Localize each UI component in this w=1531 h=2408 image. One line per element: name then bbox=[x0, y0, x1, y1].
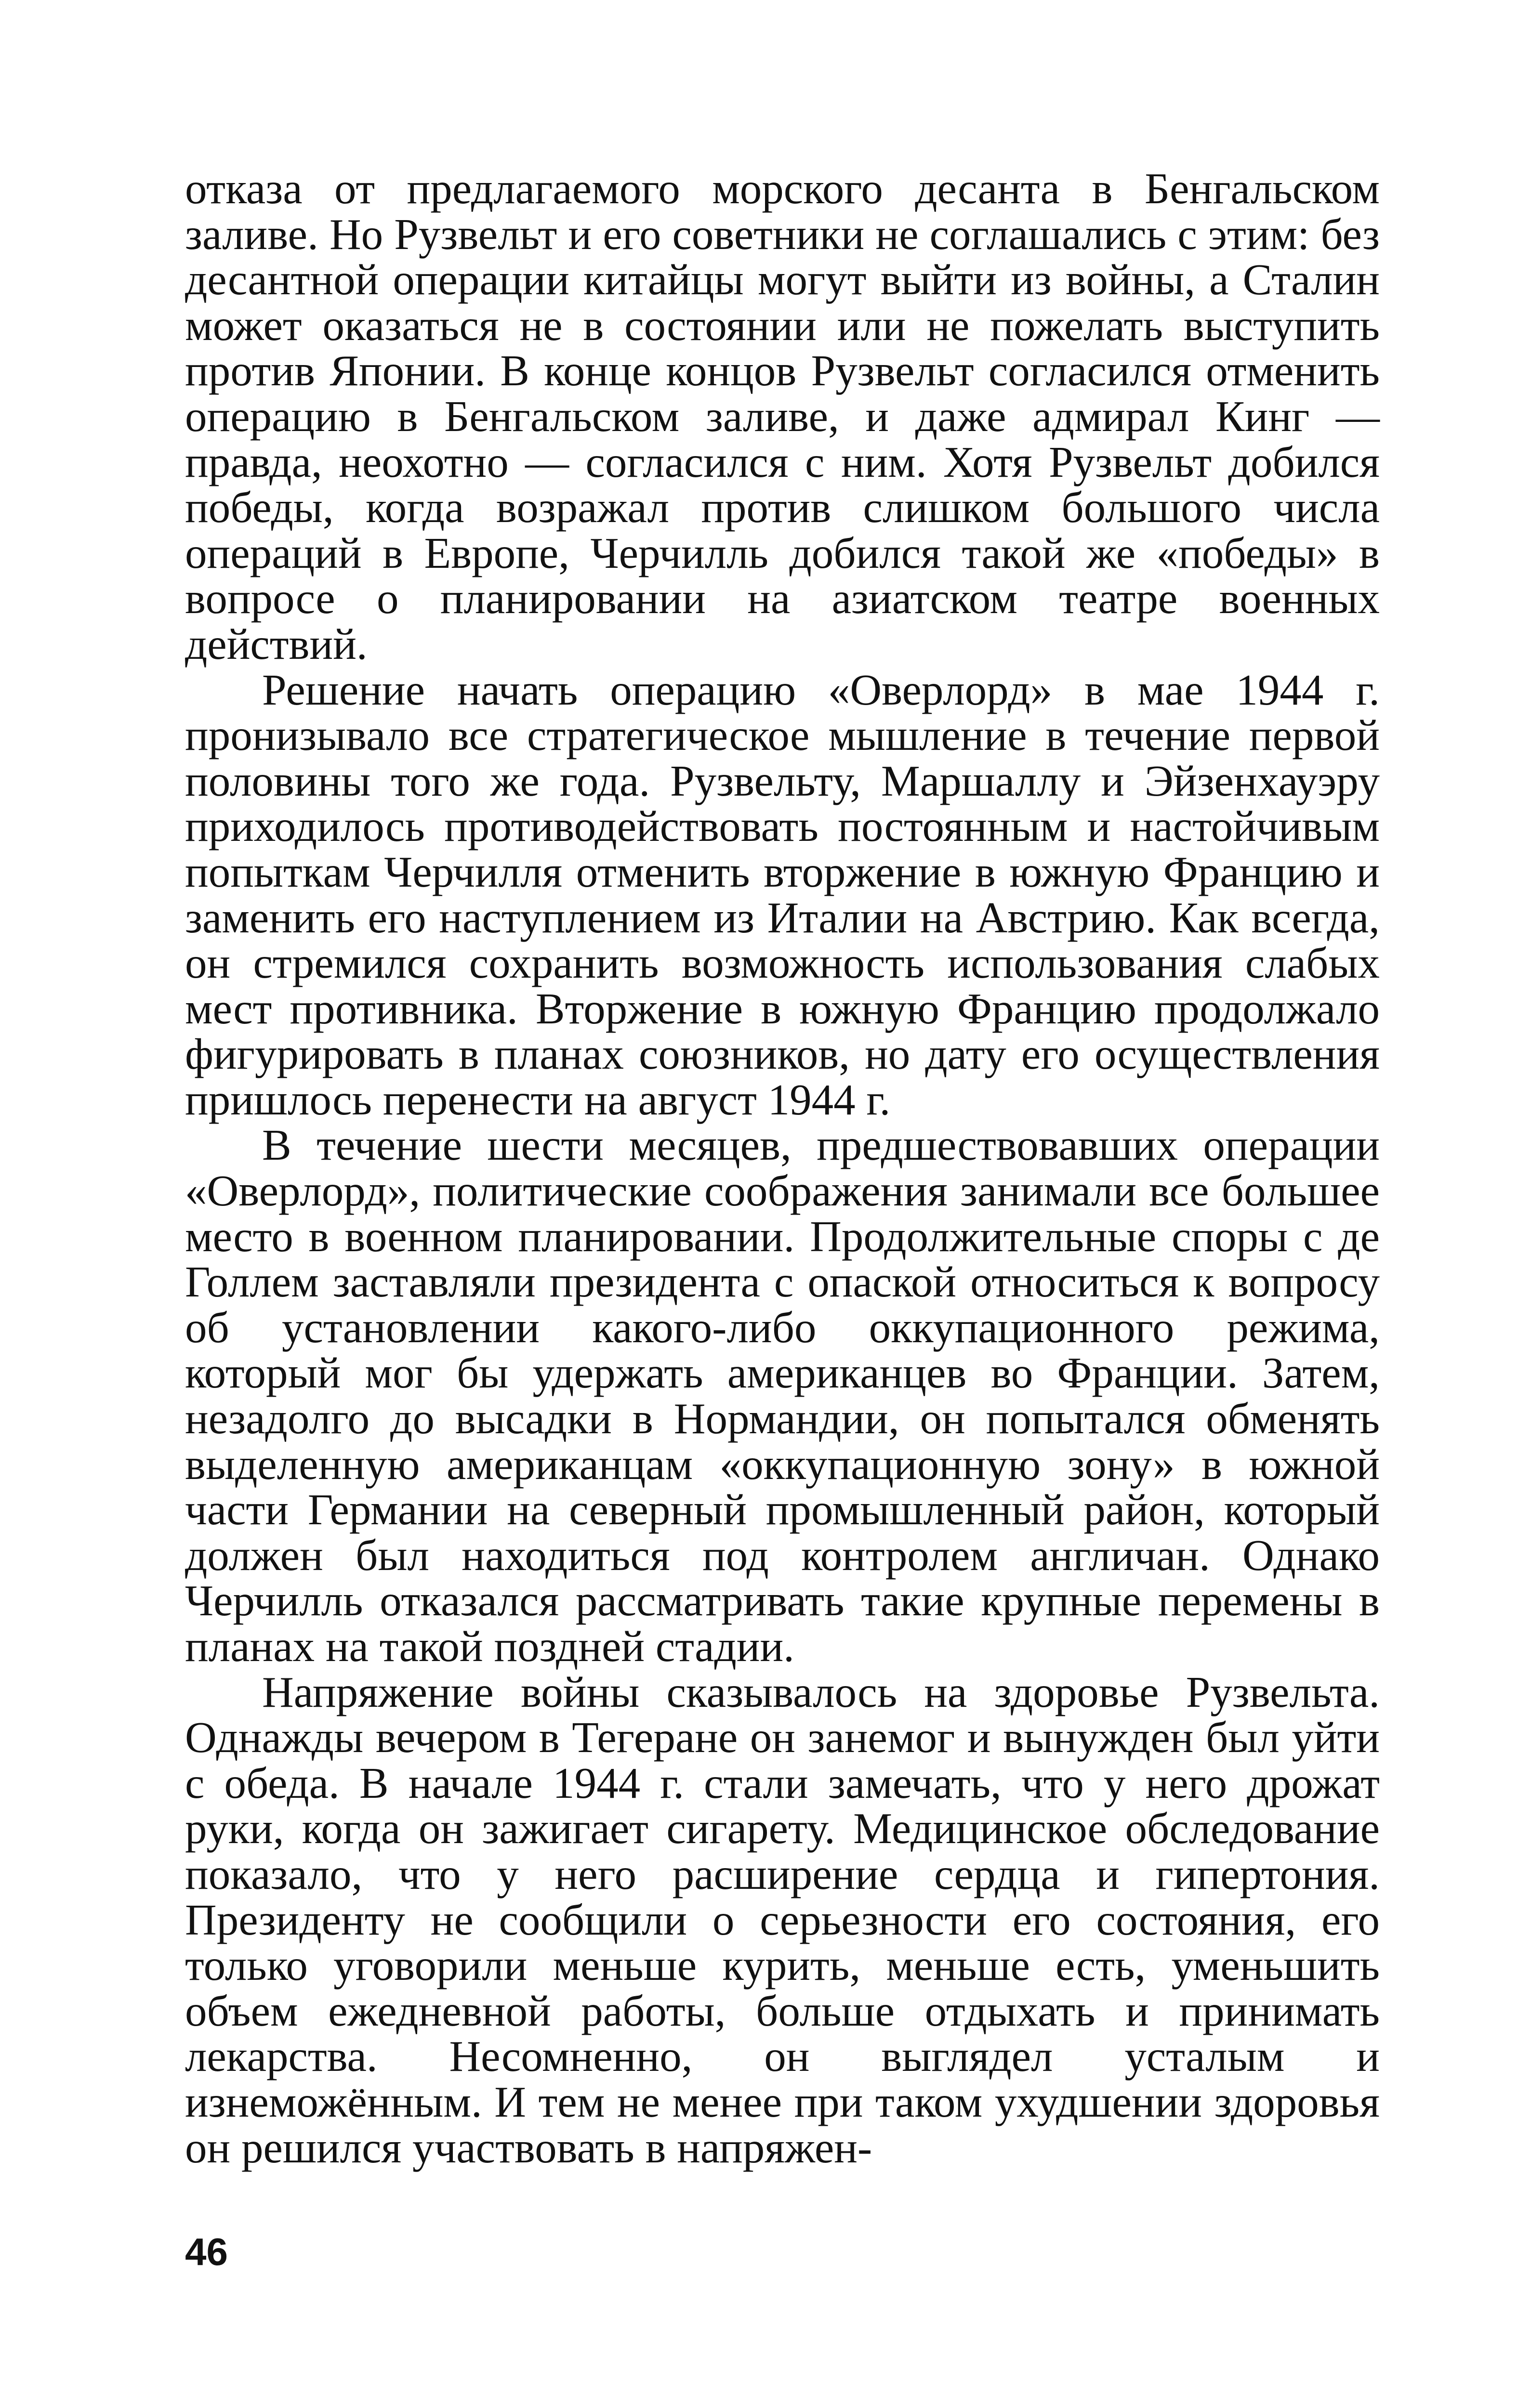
paragraph-3: В течение шести месяцев, предшествовавших операции «Оверлорд», политические соображения занимали все большее место в военном планировании. Продолжительные споры с де Голлем заставляли президента с опаской относиться к вопросу об установлении какого-либо оккупационного режима, который мог бы удержать американцев во Франции. Затем, незадолго до высадки в Нормандии, он попытался обменять выделенную американцам «оккупационную зону» в южной части Германии на северный промышленный район, который должен был находиться под контролем англичан. Однако Черчилль отказался рассматривать такие крупные перемены в планах на такой поздней стадии. bbox=[185, 1121, 1380, 1671]
paragraph-4: Напряжение войны сказывалось на здоровье Рузвельта. Однажды вечером в Тегеране он занемог и вынужден был уйти с обеда. В начале 1944 г. стали замечать, что у него дрожат руки, когда он зажигает сигарету. Медицинское обследование показало, что у него расширение сердца и гипертония. Президенту не сообщили о серьезности его состояния, его только уговорили меньше курить, меньше есть, уменьшить объем ежедневной работы, больше отдыхать и принимать лекарства. Несомненно, он выглядел усталым и изнеможённым. И тем не менее при таком ухудшении здоровья он решился участвовать в напряжен- bbox=[185, 1667, 1380, 2172]
paragraph-2: Решение начать операцию «Оверлорд» в мае 1944 г. пронизывало все стратегическое мышление в течение первой половины того же года. Рузвельту, Маршаллу и Эйзенхауэру приходилось противодействовать постоянным и настойчивым попыткам Черчилля отменить вторжение в южную Францию и заменить его наступлением из Италии на Австрию. Как всегда, он стремился сохранить возможность использования слабых мест противника. Вторжение в южную Францию продолжало фигурировать в планах союзников, но дату его осуществления пришлось перенести на август 1944 г. bbox=[185, 665, 1380, 1124]
body-text bbox=[185, 166, 1380, 2171]
page-number: 46 bbox=[185, 2230, 228, 2273]
paragraph-1: отказа от предлагаемого морского десанта в Бенгальском заливе. Но Рузвельт и его советники не соглашались с этим: без десантной операции китайцы могут выйти из войны, а Сталин может оказаться не в состоянии или не пожелать выступить против Японии. В конце концов Рузвельт согласился отменить операцию в Бенгальском заливе, и даже адмирал Кинг — правда, неохотно — согласился с ним. Хотя Рузвельт добился победы, когда возражал против слишком большого числа операций в Европе, Черчилль добился такой же «победы» в вопросе о планировании на азиатском театре военных действий. bbox=[185, 164, 1380, 668]
